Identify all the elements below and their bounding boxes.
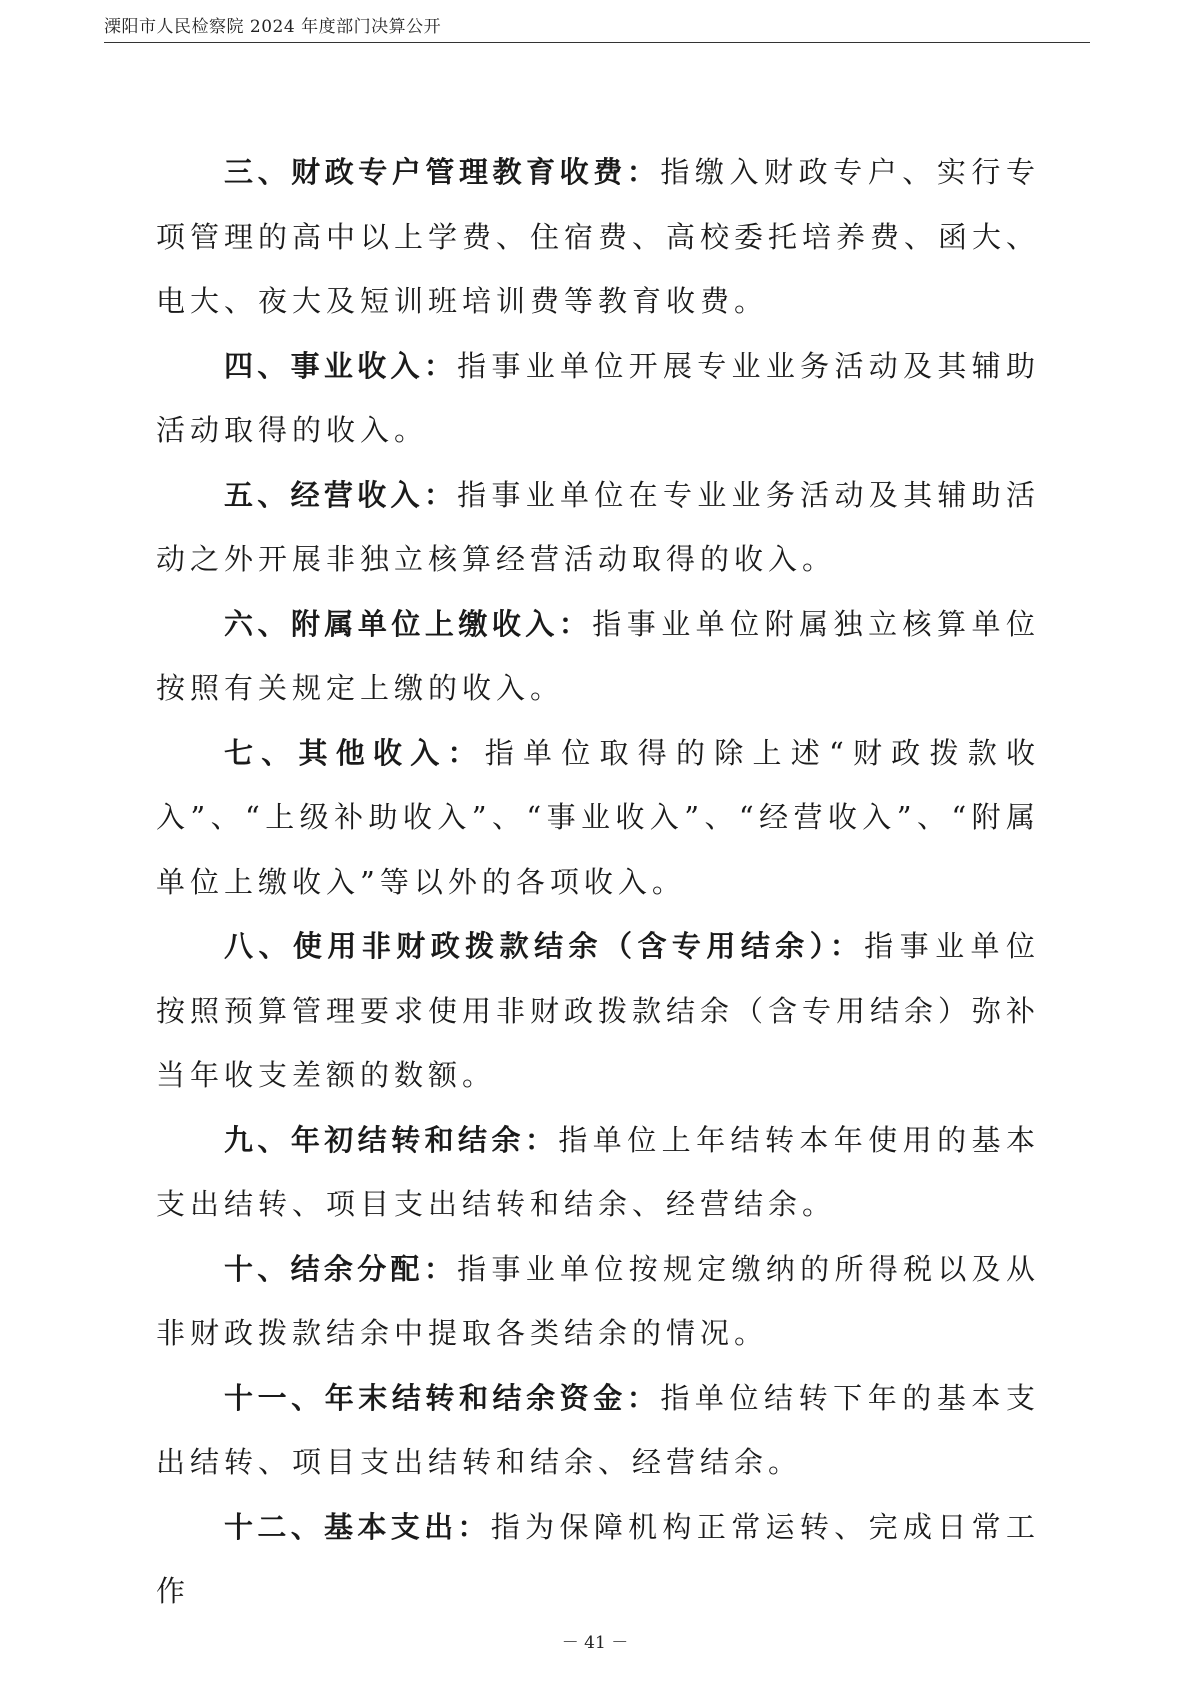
paragraph-6 [156, 592, 1040, 721]
page-number: － 41 － [561, 1633, 629, 1653]
paragraph-9 [156, 1108, 1040, 1237]
definition-text: 指为保障机构正常运转、完成日常工作 [156, 1509, 1040, 1608]
running-header: 溧阳市人民检察院 2024 年度部门决算公开 [104, 17, 442, 37]
definition-text: 指事业单位附属独立核算单位按照有关规定上缴的收入。 [156, 606, 1040, 705]
paragraph-12 [156, 1495, 1040, 1624]
paragraph-8 [156, 914, 1040, 1108]
paragraph-10 [156, 1237, 1040, 1366]
term-heading: 五、经营收入： [224, 477, 458, 512]
term-heading: 十二、基本支出： [224, 1509, 491, 1544]
term-heading: 九、年初结转和结余： [224, 1122, 559, 1157]
definition-text: 指事业单位按规定缴纳的所得税以及从非财政拨款结余中提取各类结余的情况。 [156, 1251, 1040, 1350]
paragraph-11 [156, 1366, 1040, 1495]
definition-text: 指单位结转下年的基本支出结转、项目支出结转和结余、经营结余。 [156, 1380, 1040, 1479]
definition-text: 指事业单位按照预算管理要求使用非财政拨款结余（含专用结余）弥补当年收支差额的数额。 [156, 929, 1041, 1092]
definition-text: 指单位取得的除上述“财政拨款收入”、“上级补助收入”、“事业收入”、“经营收入”、“附属单位上缴收入”等以外的各项收入。 [156, 735, 1040, 899]
paragraph-5 [156, 463, 1040, 592]
definition-text: 指单位上年结转本年使用的基本支出结转、项目支出结转和结余、经营结余。 [156, 1122, 1040, 1221]
definition-text: 指事业单位开展专业业务活动及其辅助活动取得的收入。 [156, 348, 1040, 447]
document-body [156, 140, 1040, 1624]
term-heading: 十一、年末结转和结余资金： [224, 1380, 661, 1415]
paragraph-3 [156, 140, 1040, 334]
term-heading: 三、财政专户管理教育收费： [224, 155, 661, 189]
term-heading: 十、结余分配： [224, 1251, 458, 1286]
term-heading: 四、事业收入： [224, 348, 458, 383]
term-heading: 八、使用非财政拨款结余（含专用结余）： [224, 929, 865, 963]
definition-text: 指事业单位在专业业务活动及其辅助活动之外开展非独立核算经营活动取得的收入。 [156, 477, 1040, 576]
term-heading: 七、其他收入： [224, 735, 485, 770]
term-heading: 六、附属单位上缴收入： [224, 606, 593, 641]
header-divider [104, 42, 1090, 43]
definition-text: 指缴入财政专户、实行专项管理的高中以上学费、住宿费、高校委托培养费、函大、电大、夜大及短训班培训费等教育收费。 [156, 155, 1041, 318]
paragraph-4 [156, 334, 1040, 463]
paragraph-7 [156, 721, 1040, 915]
